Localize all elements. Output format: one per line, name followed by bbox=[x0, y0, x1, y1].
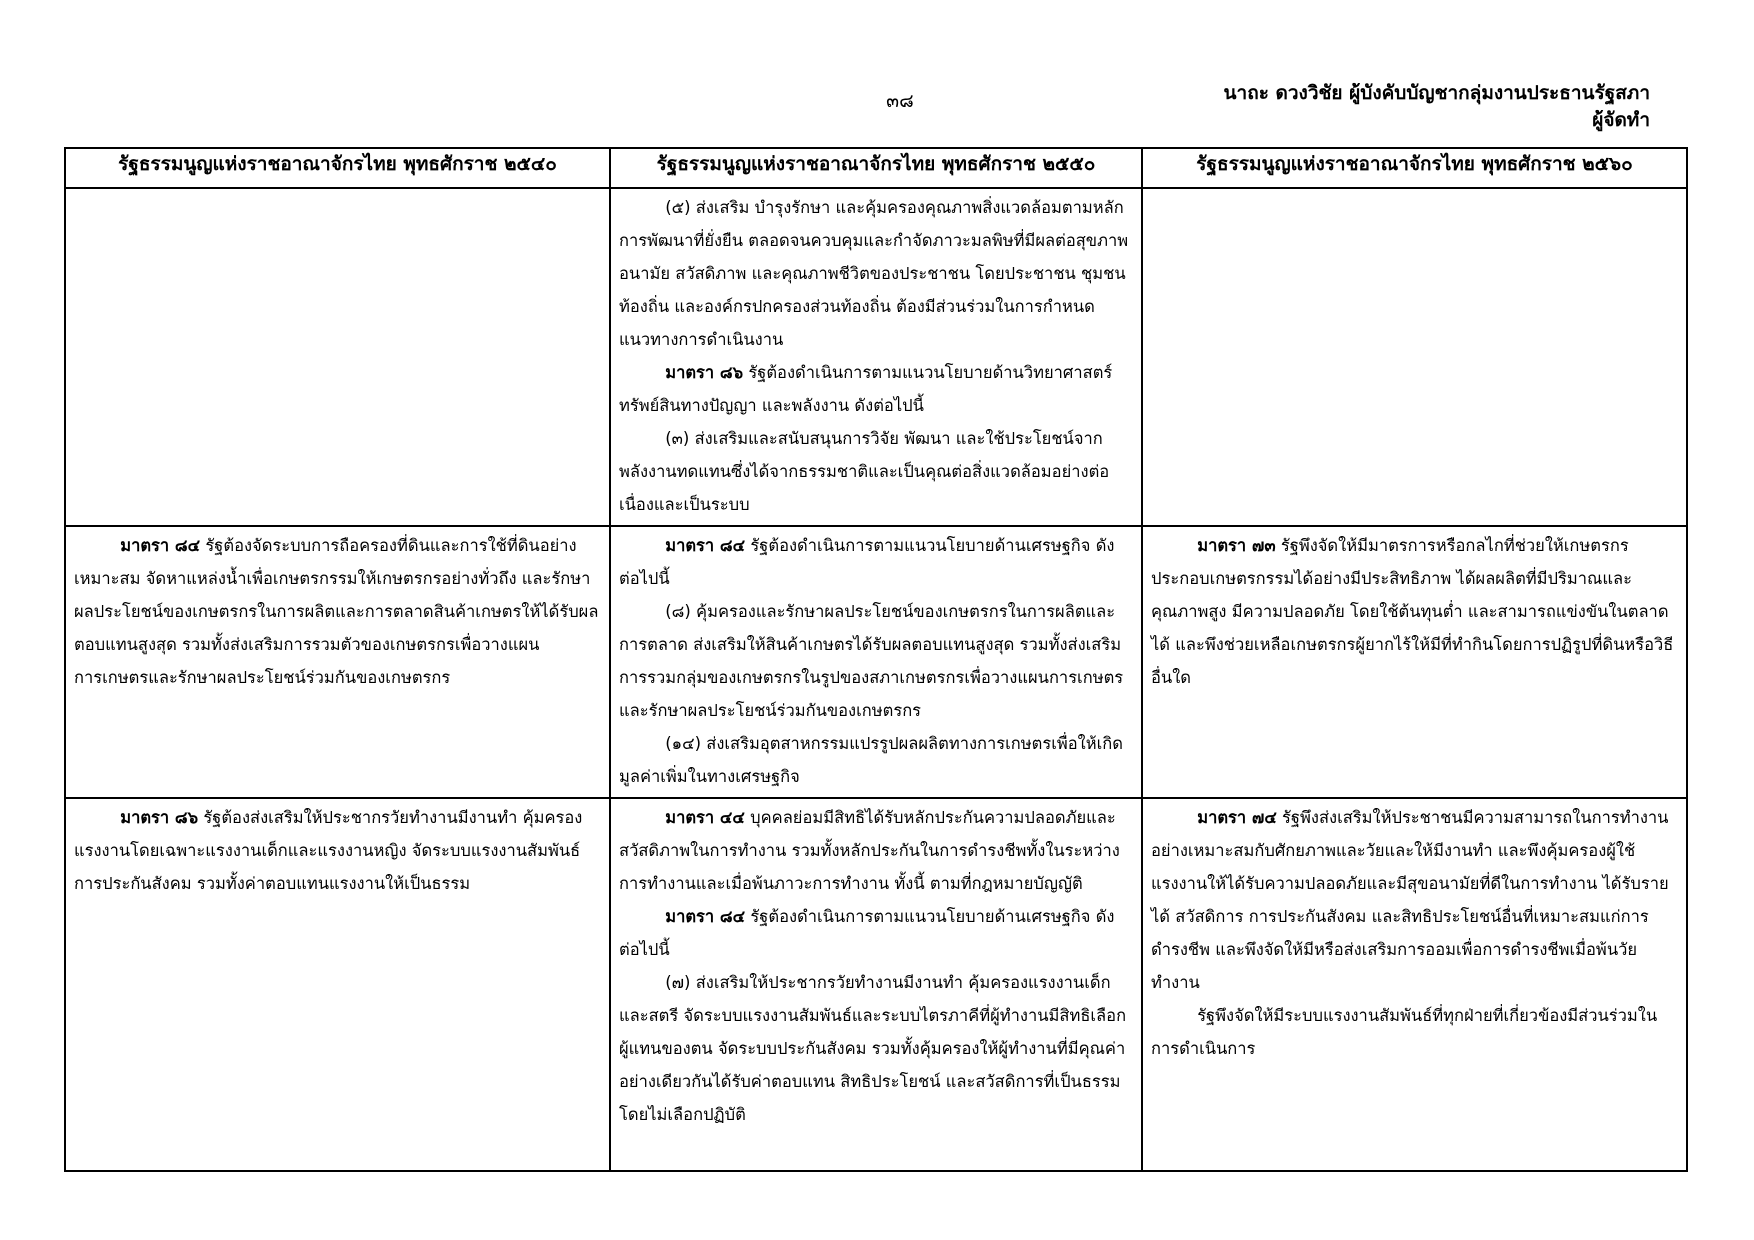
cell-2540 bbox=[65, 798, 610, 1171]
section-label: มาตรา ๘๔ bbox=[120, 536, 201, 555]
paragraph-text: (๑๔) ส่งเสริมอุตสาหกรรมแปรรูปผลผลิตทางการเกษตรเพื่อให้เกิดมูลค่าเพิ่มในทางเศรษฐกิจ bbox=[619, 734, 1123, 786]
column-header-2550: รัฐธรรมนูญแห่งราชอาณาจักรไทย พุทธศักราช ๒๕๕๐ bbox=[610, 148, 1142, 188]
preparer-role-line: ผู้จัดทำ bbox=[1592, 108, 1650, 131]
section-label: มาตรา ๘๖ bbox=[665, 363, 744, 382]
cell-2550 bbox=[610, 798, 1142, 1171]
paragraph-text: (๗) ส่งเสริมให้ประชากรวัยทำงานมีงานทำ คุ้มครองแรงงานเด็กและสตรี จัดระบบแรงงานสัมพันธ์และระบบไตรภาคีที่ผู้ทำงานมีสิทธิเลือกผู้แทนของตน จัดระบบประกันสังคม รวมทั้งคุ้มครองให้ผู้ทำงานที่มีคุณค่าอย่างเดียวกันได้รับค่าตอบแทน สิทธิประโยชน์ และสวัสดิการที่เป็นธรรมโดยไม่เลือกปฏิบัติ bbox=[619, 973, 1127, 1124]
paragraph bbox=[74, 529, 601, 694]
paragraph bbox=[619, 529, 1133, 595]
paragraph bbox=[619, 966, 1133, 1131]
paragraph bbox=[619, 422, 1133, 521]
paragraph bbox=[619, 191, 1133, 356]
paragraph-text: รัฐต้องส่งเสริมให้ประชากรวัยทำงานมีงานทำ คุ้มครองแรงงานโดยเฉพาะแรงงานเด็กและแรงงานหญิง จัดระบบแรงงานสัมพันธ์ การประกันสังคม รวมทั้งค่าตอบแทนแรงงานให้เป็นธรรม bbox=[74, 808, 583, 893]
paragraph-text: รัฐต้องดำเนินการตามแนวนโยบายด้านเศรษฐกิจ ดังต่อไปนี้ bbox=[619, 907, 1115, 959]
constitution-comparison-table bbox=[64, 147, 1688, 1172]
cell-2560 bbox=[1142, 526, 1687, 798]
section-label: มาตรา ๘๖ bbox=[120, 808, 199, 827]
table-row bbox=[65, 798, 1687, 1171]
paragraph-text: รัฐต้องดำเนินการตามแนวนโยบายด้านเศรษฐกิจ ดังต่อไปนี้ bbox=[619, 536, 1115, 588]
paragraph-text: รัฐต้องดำเนินการตามแนวนโยบายด้านวิทยาศาสตร์ ทรัพย์สินทางปัญญา และพลังงาน ดังต่อไปนี้ bbox=[619, 363, 1113, 415]
paragraph-text: (๓) ส่งเสริมและสนับสนุนการวิจัย พัฒนา และใช้ประโยชน์จากพลังงานทดแทนซึ่งได้จากธรรมชาติและเป็นคุณต่อสิ่งแวดล้อมอย่างต่อเนื่องและเป็นระบบ bbox=[619, 429, 1110, 514]
paragraph bbox=[619, 595, 1133, 727]
paragraph bbox=[619, 801, 1133, 900]
table-row bbox=[65, 188, 1687, 526]
column-header-2540: รัฐธรรมนูญแห่งราชอาณาจักรไทย พุทธศักราช ๒๕๔๐ bbox=[65, 148, 610, 188]
section-label: มาตรา ๘๔ bbox=[665, 536, 746, 555]
cell-2550 bbox=[610, 188, 1142, 526]
cell-2540 bbox=[65, 188, 610, 526]
paragraph bbox=[1151, 999, 1678, 1065]
paragraph-text: รัฐพึงจัดให้มีมาตรการหรือกลไกที่ช่วยให้เกษตรกรประกอบเกษตรกรรมได้อย่างมีประสิทธิภาพ ได้ผลผลิตที่มีปริมาณและคุณภาพสูง มีความปลอดภัย โดยใช้ต้นทุนต่ำ และสามารถแข่งขันในตลาดได้ และพึงช่วยเหลือเกษตรกรผู้ยากไร้ให้มีที่ทำกินโดยการปฏิรูปที่ดินหรือวิธีอื่นใด bbox=[1151, 536, 1674, 687]
section-label: มาตรา ๔๔ bbox=[665, 808, 745, 827]
cell-2550 bbox=[610, 526, 1142, 798]
column-header-2560: รัฐธรรมนูญแห่งราชอาณาจักรไทย พุทธศักราช ๒๕๖๐ bbox=[1142, 148, 1687, 188]
paragraph bbox=[74, 801, 601, 900]
cell-2560 bbox=[1142, 188, 1687, 526]
section-label: มาตรา ๘๔ bbox=[665, 907, 746, 926]
paragraph-text: รัฐพึงจัดให้มีระบบแรงงานสัมพันธ์ที่ทุกฝ่ายที่เกี่ยวข้องมีส่วนร่วมในการดำเนินการ bbox=[1151, 1006, 1658, 1058]
paragraph-text: (๘) คุ้มครองและรักษาผลประโยชน์ของเกษตรกรในการผลิตและการตลาด ส่งเสริมให้สินค้าเกษตรได้รับผลตอบแทนสูงสุด รวมทั้งส่งเสริมการรวมกลุ่มของเกษตรกรในรูปของสภาเกษตรกรเพื่อวางแผนการเกษตรและรักษาผลประโยชน์ร่วมกันของเกษตรกร bbox=[619, 602, 1124, 720]
paragraph-text: (๕) ส่งเสริม บำรุงรักษา และคุ้มครองคุณภาพสิ่งแวดล้อมตามหลักการพัฒนาที่ยั่งยืน ตลอดจนควบคุมและกำจัดภาวะมลพิษที่มีผลต่อสุขภาพอนามัย สวัสดิภาพ และคุณภาพชีวิตของประชาชน โดยประชาชน ชุมชนท้องถิ่น และองค์กรปกครองส่วนท้องถิ่น ต้องมีส่วนร่วมในการกำหนดแนวทางการดำเนินงาน bbox=[619, 198, 1129, 349]
paragraph bbox=[619, 727, 1133, 793]
paragraph-text: รัฐต้องจัดระบบการถือครองที่ดินและการใช้ที่ดินอย่างเหมาะสม จัดหาแหล่งน้ำเพื่อเกษตรกรรมให้เกษตรกรอย่างทั่วถึง และรักษาผลประโยชน์ของเกษตรกรในการผลิตและการตลาดสินค้าเกษตรให้ได้รับผลตอบแทนสูงสุด รวมทั้งส่งเสริมการรวมตัวของเกษตรกรเพื่อวางแผนการเกษตรและรักษาผลประโยชน์ร่วมกันของเกษตรกร bbox=[74, 536, 599, 687]
paragraph bbox=[1151, 529, 1678, 694]
paragraph bbox=[619, 900, 1133, 966]
table-header-row bbox=[65, 148, 1687, 188]
paragraph-text: บุคคลย่อมมีสิทธิได้รับหลักประกันความปลอดภัยและสวัสดิภาพในการทำงาน รวมทั้งหลักประกันในการดำรงชีพทั้งในระหว่างการทำงานและเมื่อพ้นภาวะการทำงาน ทั้งนี้ ตามที่กฎหมายบัญญัติ bbox=[619, 808, 1120, 893]
cell-2540 bbox=[65, 526, 610, 798]
page-number: ๓๘ bbox=[886, 90, 914, 112]
table-row bbox=[65, 526, 1687, 798]
section-label: มาตรา ๗๔ bbox=[1197, 808, 1277, 827]
paragraph-text: รัฐพึงส่งเสริมให้ประชาชนมีความสามารถในการทำงานอย่างเหมาะสมกับศักยภาพและวัยและให้มีงานทำ และพึงคุ้มครองผู้ใช้แรงงานให้ได้รับความปลอดภัยและมีสุขอนามัยที่ดีในการทำงาน ได้รับรายได้ สวัสดิการ การประกันสังคม และสิทธิประโยชน์อื่นที่เหมาะสมแก่การดำรงชีพ และพึงจัดให้มีหรือส่งเสริมการออมเพื่อการดำรงชีพเมื่อพ้นวัยทำงาน bbox=[1151, 808, 1669, 992]
preparer-credit bbox=[1224, 80, 1650, 134]
cell-2560 bbox=[1142, 798, 1687, 1171]
paragraph bbox=[619, 356, 1133, 422]
preparer-name-line: นาถะ ดวงวิชัย ผู้บังคับบัญชากลุ่มงานประธานรัฐสภา bbox=[1223, 82, 1650, 104]
paragraph bbox=[1151, 801, 1678, 999]
section-label: มาตรา ๗๓ bbox=[1197, 536, 1276, 555]
